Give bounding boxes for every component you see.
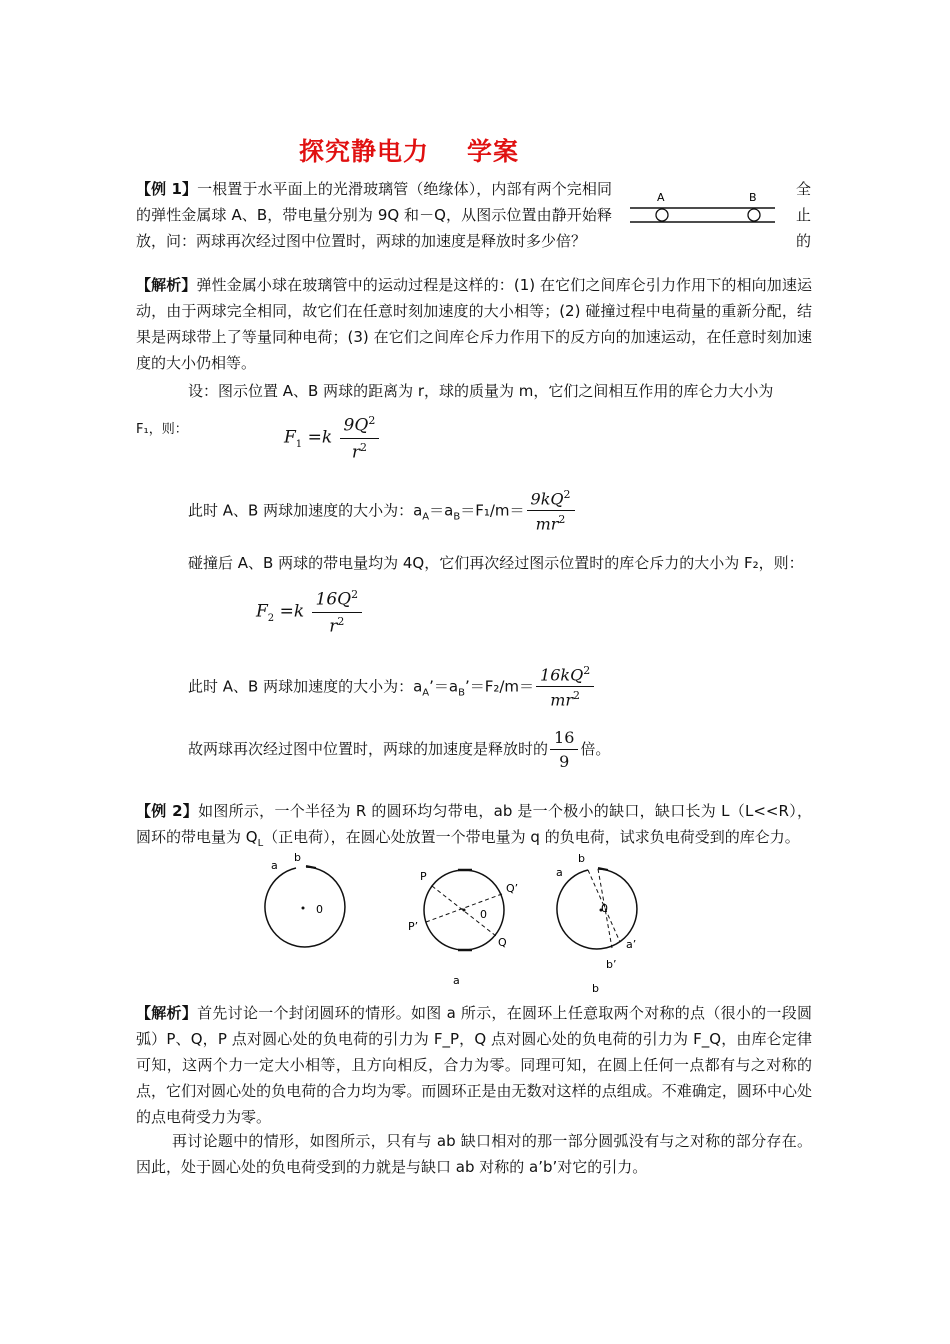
ring-2-label-p-prime: P’ <box>408 920 419 933</box>
ring-1-label-b: b <box>294 852 301 864</box>
ring-2-label-q: Q <box>498 936 507 949</box>
example1-side-char-1: 全 <box>796 180 812 198</box>
example1-label: 【例 1】 <box>136 180 198 198</box>
eq-f1-fraction <box>340 414 380 462</box>
ring-3-label-a-prime: a’ <box>626 938 637 951</box>
ball-a <box>656 209 668 221</box>
accel2-mid: ’＝a <box>429 677 459 696</box>
example2-text-sub: L <box>257 838 264 849</box>
example2-text-tail: （正电荷），在圆心处放置一个带电量为 q 的负电荷，试求负电荷受到的库仑力。 <box>263 828 800 846</box>
analysis2-paragraph-2: 再讨论题中的情形，如图所示，只有与 ab 缺口相对的那一部分圆弧没有与之对称的部分存在。因此，处于圆心处的负电荷受到的力就是与缺口 ab 对称的 a’b’对它的引力。 <box>136 1132 812 1176</box>
analysis2-paragraph <box>136 1000 812 1130</box>
eq-f1-den: r <box>351 442 360 463</box>
eq-f2-eq: = <box>279 601 294 622</box>
ring-1-center <box>302 907 305 910</box>
ball-a-label: A <box>657 191 665 204</box>
example2-label: 【例 2】 <box>136 802 199 820</box>
ring-3-arc <box>557 869 637 949</box>
ring-3-caption: b <box>592 982 599 995</box>
ring-3-label-b: b <box>578 852 585 865</box>
analysis1-accel2 <box>188 664 596 710</box>
ring-2-label-p: P <box>420 870 427 883</box>
accel2-num-exp: 2 <box>583 664 591 677</box>
conclusion-num: 16 <box>550 728 578 750</box>
eq-f2-fraction <box>312 588 363 636</box>
conclusion-fraction <box>550 728 578 771</box>
eq-f2-den-exp: 2 <box>337 614 345 628</box>
ring-3-label-b-prime: b’ <box>606 958 617 971</box>
page-title <box>0 132 818 168</box>
analysis1-setup: 设：图示位置 A、B 两球的距离为 r，球的质量为 m，它们之间相互作用的库仑力大小为 <box>188 382 774 400</box>
eq-f2-k: k <box>293 601 305 622</box>
analysis1-f1-intro: F₁，则： <box>136 422 188 437</box>
ring-2-center <box>463 909 466 912</box>
accel1-b-sub: B <box>453 511 461 523</box>
example2-text: 如图所示，一个半径为 R 的圆环均匀带电，ab 是一个极小的缺口，缺口长为 L（L<<R），圆环的带电量为 Q <box>136 802 812 846</box>
eq-f1-den-exp: 2 <box>360 440 367 454</box>
accel1-num: 9kQ <box>530 489 564 509</box>
eq-f2-num-exp: 2 <box>351 588 359 601</box>
analysis2-label: 【解析】 <box>136 1004 198 1022</box>
conclusion-den: 9 <box>559 752 570 771</box>
ring-gap-figure <box>258 852 358 964</box>
example1-side-char-3: 的 <box>796 232 812 250</box>
title-main: 探究静电力 <box>298 137 429 166</box>
equation-f1 <box>284 414 381 462</box>
accel2-b-sub: B <box>458 687 465 699</box>
accel1-a-sub: A <box>422 511 430 523</box>
accel2-den: mr <box>550 690 574 710</box>
example1-side-char-2: 止 <box>796 206 812 224</box>
ring-2-diameter-pq-prime <box>426 894 502 922</box>
ball-b <box>748 209 760 221</box>
accel1-text: 此时 A、B 两球加速度的大小为：a <box>188 501 423 520</box>
conclusion-post: 倍。 <box>580 740 611 758</box>
accel1-tail: ＝F₁/m＝ <box>460 501 525 520</box>
eq-f2-num: 16Q <box>315 589 352 610</box>
accel1-mid: ＝a <box>429 501 454 520</box>
analysis1-paragraph <box>136 272 812 376</box>
ring-2-caption: a <box>453 974 460 987</box>
ring-3-label-o: 0 <box>601 902 608 915</box>
accel2-a-sub: A <box>422 687 430 699</box>
eq-f1-eq: = <box>307 427 322 448</box>
eq-f2-lhs-sub: 2 <box>267 613 275 625</box>
analysis1-accel1 <box>188 488 577 534</box>
example1-paragraph <box>136 176 612 254</box>
ball-b-label: B <box>749 191 757 204</box>
accel2-den-exp: 2 <box>573 689 581 703</box>
ring-1-label-a: a <box>271 859 278 872</box>
title-sub: 学案 <box>467 137 520 166</box>
eq-f1-k: k <box>321 427 333 448</box>
eq-f1-lhs-sub: 1 <box>295 439 303 451</box>
ring-gap-figure-b <box>546 852 656 998</box>
example1-text: 一根置于水平面上的光滑玻璃管（绝缘体），内部有两个完相同的弹性金属球 A、B，带电量分别为 9Q 和－Q，从图示位置由静开始释放，问：两球再次经过图中位置时，两球的加速度是释放时多少倍？ <box>136 180 612 250</box>
glass-tube-figure <box>625 188 785 232</box>
analysis1-text: 弹性金属小球在玻璃管中的运动过程是这样的：(1) 在它们之间库仑引力作用下的相向加速运动，由于两球完全相同，故它们在任意时刻加速度的大小相等；(2) 碰撞过程中电荷量的重新分配，结果是两球带上了等量同种电荷；(3) 在它们之间库仑斥力作用下的反方向的加速运动，在任意时刻加速度的大小仍相等。 <box>136 276 812 372</box>
accel1-den-exp: 2 <box>558 513 566 527</box>
accel2-num: 16kQ <box>540 665 584 685</box>
ring-2-label-o: 0 <box>480 908 487 921</box>
equation-f2 <box>256 588 364 636</box>
eq-f1-num: 9Q <box>343 415 369 436</box>
eq-f1-lhs: F <box>284 427 296 448</box>
accel2-tail: ’＝F₂/m＝ <box>464 677 535 696</box>
accel2-fraction <box>536 664 594 710</box>
ring-1-arc <box>265 867 345 947</box>
analysis2-text: 首先讨论一个封闭圆环的情形。如图 a 所示，在圆环上任意取两个对称的点（很小的一段圆弧）P、Q，P 点对圆心处的负电荷的引力为 F_P，Q 点对圆心处的负电荷的引力为 F_Q，由库仑定律可知，这两个力一定大小相等，且方向相反，合力为零。同理可知，在圆上任何一点都有与之对称的点，它们对圆心处的负电荷的合力均为零。而圆环正是由无数对这样的点组成。不难确定，圆环中心处的点电荷受力为零。 <box>136 1004 812 1126</box>
accel1-num-exp: 2 <box>563 488 571 501</box>
accel1-fraction <box>527 488 575 534</box>
accel2-text: 此时 A、B 两球加速度的大小为：a <box>188 677 423 696</box>
eq-f1-num-exp: 2 <box>368 414 376 427</box>
eq-f2-lhs: F <box>256 601 268 622</box>
accel1-den: mr <box>535 514 559 534</box>
analysis1-label: 【解析】 <box>136 276 197 294</box>
ring-3-label-a: a <box>556 866 563 879</box>
eq-f2-den: r <box>329 616 338 637</box>
conclusion-pre: 故两球再次经过图中位置时，两球的加速度是释放时的 <box>188 740 549 758</box>
ring-1-label-o: 0 <box>316 903 323 916</box>
closed-ring-figure-a <box>402 848 532 990</box>
ring-2-label-q-prime: Q’ <box>506 882 519 895</box>
analysis1-conclusion <box>188 728 610 771</box>
analysis1-after-collision: 碰撞后 A、B 两球的带电量均为 4Q，它们再次经过图示位置时的库仑斥力的大小为 F₂，则： <box>188 554 804 572</box>
